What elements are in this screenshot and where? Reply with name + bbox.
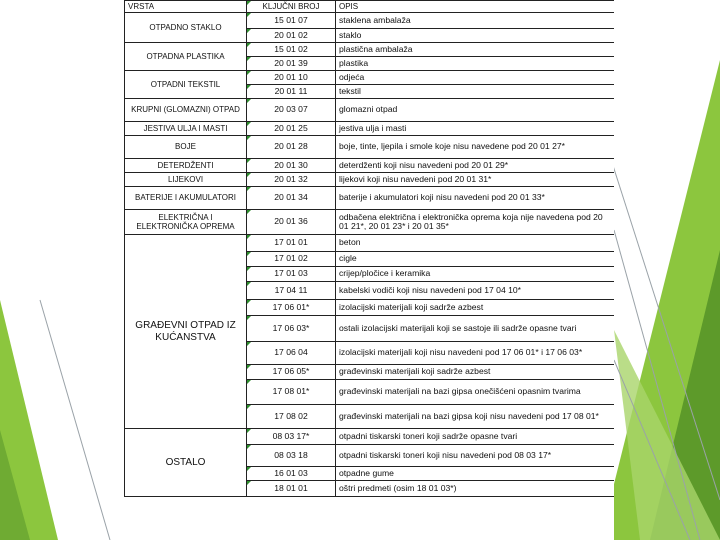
code-cell: 08 03 17* — [247, 429, 336, 445]
description-cell: izolacijski materijali koji sadrže azbest — [336, 300, 615, 316]
description-cell: građevinski materijali na bazi gipsa koji nisu navedeni pod 17 08 01* — [336, 405, 615, 429]
table-row — [125, 187, 615, 210]
category-cell: OTPADNA PLASTIKA — [125, 43, 247, 71]
description-cell: plastična ambalaža — [336, 43, 615, 57]
code-cell: 17 01 03 — [247, 267, 336, 282]
category-cell: BOJE — [125, 136, 247, 159]
table-row — [125, 99, 615, 122]
description-cell: lijekovi koji nisu navedeni pod 20 01 31* — [336, 173, 615, 187]
table-row — [125, 173, 615, 187]
code-cell: 18 01 01 — [247, 481, 336, 497]
category-cell: GRAĐEVNI OTPAD IZ KUĆANSTVA — [125, 235, 247, 429]
code-cell: 20 01 25 — [247, 122, 336, 136]
table-row — [125, 13, 615, 29]
code-cell: 17 01 02 — [247, 252, 336, 267]
code-cell: 20 01 11 — [247, 85, 336, 99]
waste-code-table — [124, 0, 614, 497]
table-row — [125, 122, 615, 136]
category-cell: DETERDŽENTI — [125, 159, 247, 173]
code-cell: 20 01 30 — [247, 159, 336, 173]
description-cell: crijep/pločice i keramika — [336, 267, 615, 282]
code-cell: 20 01 28 — [247, 136, 336, 159]
table-header-row — [125, 1, 615, 13]
category-cell: KRUPNI (GLOMAZNI) OTPAD — [125, 99, 247, 122]
code-cell: 20 01 32 — [247, 173, 336, 187]
table-row — [125, 235, 615, 252]
category-cell: ELEKTRIČNA I ELEKTRONIČKA OPREMA — [125, 210, 247, 235]
description-cell: boje, tinte, ljepila i smole koje nisu navedene pod 20 01 27* — [336, 136, 615, 159]
category-cell: OSTALO — [125, 429, 247, 497]
table-row — [125, 136, 615, 159]
code-cell: 20 01 39 — [247, 57, 336, 71]
table-row — [125, 71, 615, 85]
description-cell: građevinski materijali koji sadrže azbest — [336, 365, 615, 380]
description-cell: odjeća — [336, 71, 615, 85]
header-vrsta: VRSTA — [125, 1, 247, 13]
category-cell: BATERIJE I AKUMULATORI — [125, 187, 247, 210]
description-cell: deterdženti koji nisu navedeni pod 20 01 29* — [336, 159, 615, 173]
description-cell: glomazni otpad — [336, 99, 615, 122]
table-row — [125, 210, 615, 235]
category-cell: OTPADNO STAKLO — [125, 13, 247, 43]
code-cell: 17 08 01* — [247, 380, 336, 405]
description-cell: tekstil — [336, 85, 615, 99]
code-cell: 17 06 05* — [247, 365, 336, 380]
description-cell: ostali izolacijski materijali koji se sastoje ili sadrže opasne tvari — [336, 316, 615, 342]
code-cell: 17 06 04 — [247, 342, 336, 365]
code-cell: 20 01 02 — [247, 29, 336, 43]
code-cell: 08 03 18 — [247, 445, 336, 467]
code-cell: 20 01 34 — [247, 187, 336, 210]
table-row — [125, 43, 615, 57]
description-cell: otpadni tiskarski toneri koji nisu navedeni pod 08 03 17* — [336, 445, 615, 467]
description-cell: kabelski vodiči koji nisu navedeni pod 17 04 10* — [336, 282, 615, 300]
table-row — [125, 429, 615, 445]
waste-code-table-container — [124, 0, 614, 540]
description-cell: izolacijski materijali koji nisu navedeni pod 17 06 01* i 17 06 03* — [336, 342, 615, 365]
description-cell: otpadni tiskarski toneri koji sadrže opasne tvari — [336, 429, 615, 445]
description-cell: beton — [336, 235, 615, 252]
code-cell: 16 01 03 — [247, 467, 336, 481]
code-cell: 17 06 03* — [247, 316, 336, 342]
code-cell: 17 06 01* — [247, 300, 336, 316]
description-cell: odbačena električna i elektronička oprema koja nije navedena pod 20 01 21*, 20 01 23* i 20 01 35* — [336, 210, 615, 235]
code-cell: 20 01 10 — [247, 71, 336, 85]
description-cell: jestiva ulja i masti — [336, 122, 615, 136]
code-cell: 15 01 02 — [247, 43, 336, 57]
category-cell: JESTIVA ULJA I MASTI — [125, 122, 247, 136]
code-cell: 15 01 07 — [247, 13, 336, 29]
category-cell: OTPADNI TEKSTIL — [125, 71, 247, 99]
description-cell: cigle — [336, 252, 615, 267]
code-cell: 17 01 01 — [247, 235, 336, 252]
description-cell: staklena ambalaža — [336, 13, 615, 29]
category-cell: LIJEKOVI — [125, 173, 247, 187]
description-cell: građevinski materijali na bazi gipsa onečišćeni opasnim tvarima — [336, 380, 615, 405]
code-cell: 20 01 36 — [247, 210, 336, 235]
code-cell: 20 03 07 — [247, 99, 336, 122]
code-cell: 17 04 11 — [247, 282, 336, 300]
decor-line-4 — [40, 300, 110, 540]
description-cell: plastika — [336, 57, 615, 71]
description-cell: baterije i akumulatori koji nisu navedeni pod 20 01 33* — [336, 187, 615, 210]
table-row — [125, 159, 615, 173]
description-cell: staklo — [336, 29, 615, 43]
header-kljucni-broj: KLJUČNI BROJ — [247, 1, 336, 13]
description-cell: oštri predmeti (osim 18 01 03*) — [336, 481, 615, 497]
code-cell: 17 08 02 — [247, 405, 336, 429]
description-cell: otpadne gume — [336, 467, 615, 481]
header-opis: OPIS — [336, 1, 615, 13]
